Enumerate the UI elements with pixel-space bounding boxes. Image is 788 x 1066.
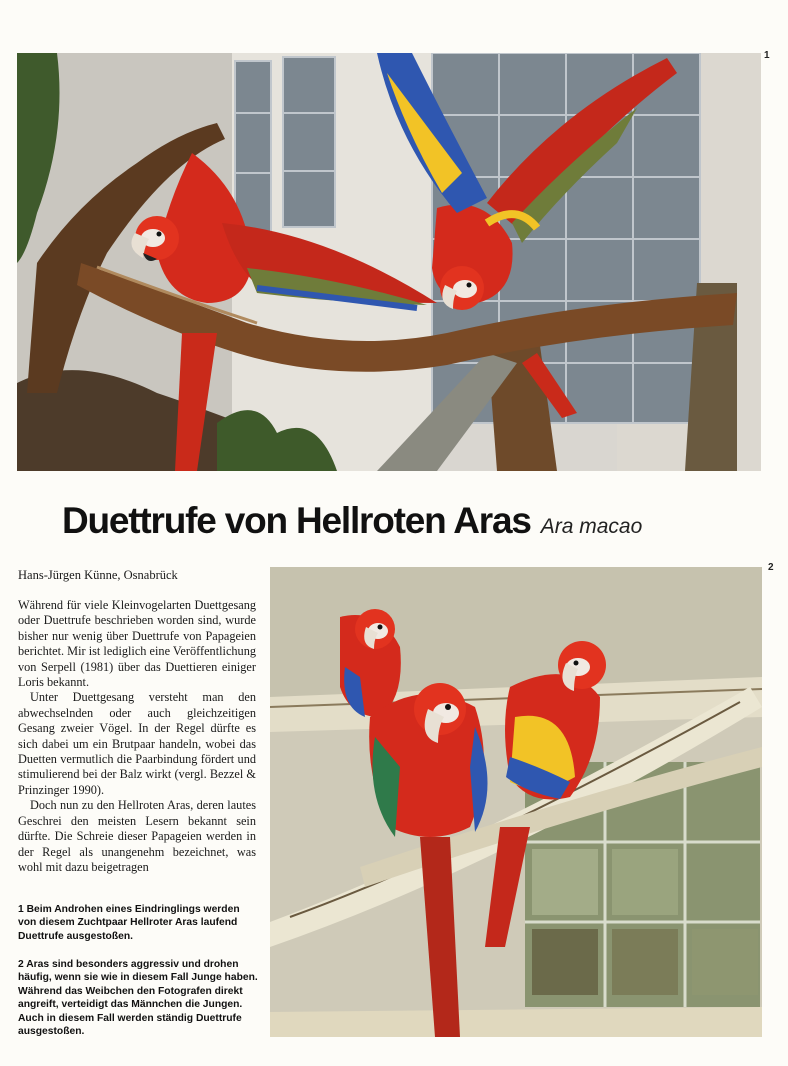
article-body <box>18 598 256 875</box>
paragraph: Während für viele Kleinvogelarten Duettgesang oder Duettrufe beschrieben worden sind, wurde bisher nur wenig über Duettrufe von Papageien berichtet. Mir ist lediglich eine Veröffentlichung von Serpell (1981) über das Duettieren einiger Loris bekannt. <box>18 598 256 690</box>
article-title: Duettrufe von Hellroten Aras <box>62 500 531 541</box>
caption-2: 2 Aras sind besonders aggressiv und drohen häufig, wenn sie wie in diesem Fall Junge haben. Während das Weibchen den Fotografen direkt angreift, verteidigt das Männchen die Jungen. Auch in diesem Fall werden ständig Duettrufe ausgestoßen. <box>18 959 258 1038</box>
article-subtitle: Ara macao <box>540 515 643 538</box>
photo-macaw-pair <box>17 53 761 471</box>
figure-1-number: 1 <box>764 50 770 61</box>
paragraph: Doch nun zu den Hellroten Aras, deren lautes Geschrei den meisten Lesern bekannt sein dürfte. Die Schreie dieser Papageien werden in der Regel als unangenehm bezeichnet, was wohl mit dazu beigetragen <box>18 798 256 874</box>
figure-2-number: 2 <box>768 562 774 573</box>
paragraph: Unter Duettgesang versteht man den abwechselnden oder auch gleichzeitigen Gesang zweier Vögel. In der Regel dürfte es sich dabei um ein Brutpaar handeln, wobei das Duetten vermutlich die Paarbindung fördert und stimulierend bei der Balz wirkt (vergl. Bezzel & Prinzinger 1990). <box>18 690 256 797</box>
caption-1: 1 Beim Androhen eines Eindringlings werden von diesem Zuchtpaar Hellroter Aras laufend Duettrufe ausgestoßen. <box>18 904 240 942</box>
headline <box>62 500 762 550</box>
photo-macaws-with-young <box>270 567 762 1037</box>
author-line: Hans-Jürgen Künne, Osnabrück <box>18 568 178 582</box>
